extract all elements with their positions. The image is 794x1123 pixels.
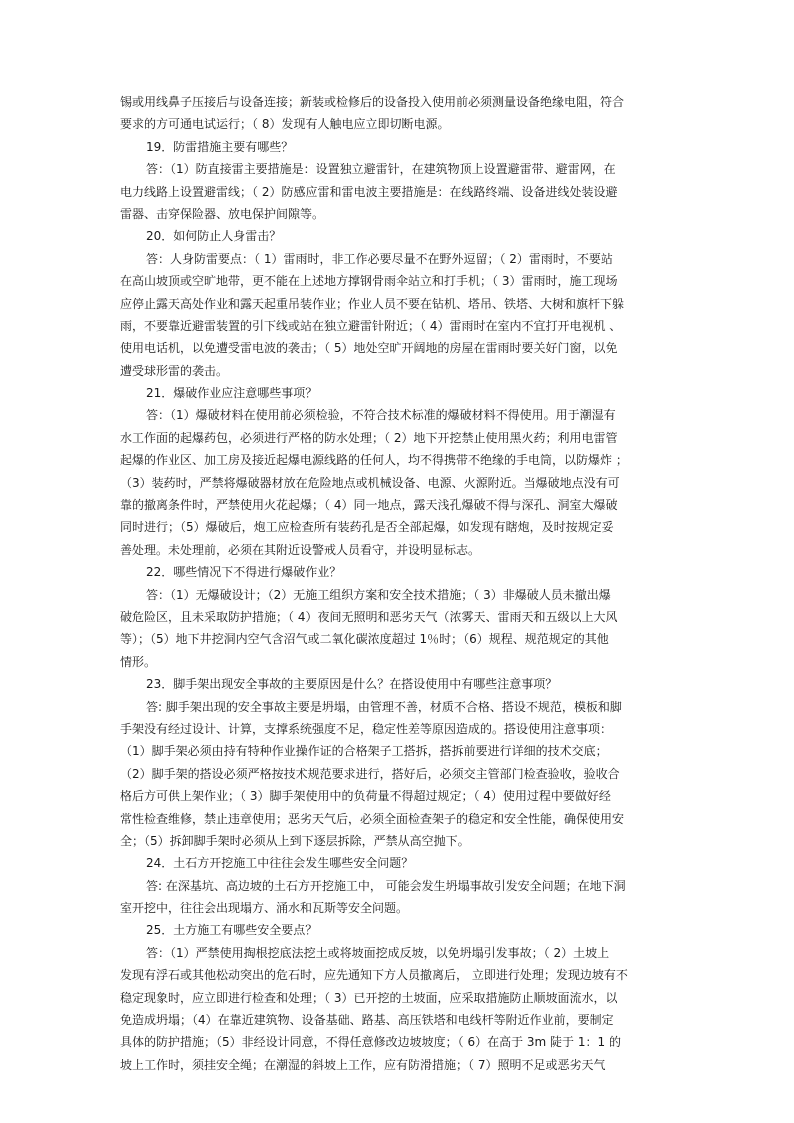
body-text-line: 要求的方可通电试运行；（ 8）发现有人触电应立即切断电源。 <box>120 117 450 132</box>
body-text-line: 稳定现象时，应立即进行检查和处理；（ 3）已开挖的土坡面，应采取措施防止顺坡面流水，以 <box>120 990 618 1005</box>
answer-text-line: 答：（1）防直接雷主要措施是：设置独立避雷针，在建筑物顶上设置避雷带、避雷网，在 <box>146 162 616 177</box>
body-text-line: 手架没有经过设计、计算，支撑系统强度不足，稳定性差等原因造成的。搭设使用注意事项： <box>120 721 613 736</box>
question-heading-20: 20．如何防止人身雷击？ <box>146 229 282 244</box>
body-text-line: 水工作面的起爆药包，必须进行严格的防水处理；（ 2）地下开挖禁止使用黑火药；利用电雷管 <box>120 430 618 445</box>
body-text-line: （2）脚手架的搭设必须严格按技术规范要求进行，搭好后，必须交主管部门检查验收，验收合 <box>120 766 620 781</box>
body-text-line: 使用电话机，以免遭受雷电波的袭击；（ 5）地处空旷开阔地的房屋在雷雨时要关好门窗，以免 <box>120 341 618 356</box>
body-text-line: 雨，不要靠近避雷装置的引下线或站在独立避雷针附近；（ 4）雷雨时在室内不宜打开电视机 、 <box>120 318 622 333</box>
body-text-line: 全；（5）拆卸脚手架时必须从上到下逐层拆除，严禁从高空抛下。 <box>120 833 470 848</box>
body-text-line: 格后方可供上架作业；（ 3）脚手架使用中的负荷量不得超过规定；（ 4）使用过程中要做好经 <box>120 789 611 804</box>
answer-text-line: 答: 脚手架出现的安全事故主要是坍塌，由管理不善，材质不合格、搭设不规范，模板和脚 <box>146 699 622 714</box>
body-text-line: 常性检查维修，禁止违章使用；恶劣天气后，必须全面检查架子的稳定和安全性能，确保使用安 <box>120 811 625 826</box>
document-page <box>120 91 675 1076</box>
answer-text-line: 答：（1）爆破材料在使用前必须检验，不符合技术标准的爆破材料不得使用。用于潮湿有 <box>146 408 616 423</box>
body-text-line: 靠的撤离条件时，严禁使用火花起爆；（ 4）同一地点，露天浅孔爆破不得与深孔、洞室大爆破 <box>120 498 618 513</box>
body-text-line: （1）脚手架必须由持有特种作业操作证的合格架子工搭拆，搭拆前要进行详细的技术交底； <box>120 744 608 759</box>
answer-text-line: 答：（1）无爆破设计；（2）无施工组织方案和安全技术措施；（ 3）非爆破人员未撤出爆 <box>146 587 611 602</box>
question-heading-24: 24．土石方开挖施工中往往会发生哪些安全问题？ <box>146 856 414 871</box>
body-text-line: 具体的防护措施；（5）非经设计同意，不得任意修改边坡坡度；（ 6）在高于 3m 陡于 1：1 的 <box>120 1035 621 1050</box>
body-text-line: 等）；（5）地下井挖洞内空气含沼气或二氧化碳浓度超过 1％时；（6）规程、规范规定的其他 <box>120 632 609 647</box>
answer-text-line: 答：（1）严禁使用掏根挖底法挖土或将坡面挖成反坡，以免坍塌引发事故；（ 2）土坡上 <box>146 945 610 960</box>
body-text-line: 善处理。未处理前，必须在其附近设警戒人员看守，并设明显标志。 <box>120 542 481 557</box>
body-text-line: 室开挖中，往往会出现塌方、涌水和瓦斯等安全问题。 <box>120 901 409 916</box>
body-text-line: 遭受球形雷的袭击。 <box>120 363 229 378</box>
question-heading-22: 22．哪些情况下不得进行爆破作业？ <box>146 565 342 580</box>
body-text-line: 应停止露天高处作业和露天起重吊装作业；作业人员不要在钻机、塔吊、铁塔、大树和旗杆下躲 <box>120 296 625 311</box>
question-heading-19: 19．防雷措施主要有哪些？ <box>146 139 294 154</box>
body-text-line: 破危险区，且未采取防护措施；（ 4）夜间无照明和恶劣天气（浓雾天、雷雨天和五级以上大风 <box>120 609 618 624</box>
answer-text-line: 答: 在深基坑、高边坡的土石方开挖施工中， 可能会发生坍塌事故引发安全问题；在地下洞 <box>146 878 626 893</box>
question-heading-25: 25．土方施工有哪些安全要点？ <box>146 923 318 938</box>
body-text-line: 在高山坡顶或空旷地带，更不能在上述地方撑钢骨雨伞站立和打手机；（ 3）雷雨时，施工现场 <box>120 274 618 289</box>
answer-text-line: 答：人身防雷要点：（ 1）雷雨时，非工作必要尽量不在野外逗留；（ 2）雷雨时，不要站 <box>146 251 613 266</box>
body-text-line: 雷器、击穿保险器、放电保护间隙等。 <box>120 206 325 221</box>
body-text-line: 坡上工作时，须挂安全绳；在潮湿的斜坡上工作，应有防滑措施；（ 7）照明不足或恶劣天气 <box>120 1057 606 1072</box>
body-text-line: 锡或用线鼻子压接后与设备连接；新装或检修后的设备投入使用前必须测量设备绝缘电阻，符合 <box>120 95 625 109</box>
body-text-line: 电力线路上设置避雷线；（ 2）防感应雷和雷电波主要措施是：在线路终端、设备进线处装设避 <box>120 184 618 199</box>
body-text-line: 情形。 <box>120 654 157 669</box>
body-text-line: 起爆的作业区、加工房及接近起爆电源线路的任何人，均不得携带不绝缘的手电筒，以防爆炸 ； <box>120 453 628 468</box>
question-heading-23: 23．脚手架出现安全事故的主要原因是什么？在搭设使用中有哪些注意事项？ <box>146 677 558 692</box>
question-heading-21: 21．爆破作业应注意哪些事项？ <box>146 386 318 401</box>
body-text-line: 同时进行；（5）爆破后，炮工应检查所有装药孔是否全部起爆，如发现有瞎炮，及时按规定妥 <box>120 520 614 535</box>
body-text-line: （3）装药时，严禁将爆破器材放在危险地点或机械设备、电源、火源附近。当爆破地点没有可 <box>120 475 620 490</box>
body-text-line: 免造成坍塌；（4）在靠近建筑物、设备基础、路基、高压铁塔和电线杆等附近作业前，要制定 <box>120 1013 614 1028</box>
body-text-line: 发现有浮石或其他松动突出的危石时，应先通知下方人员撤离后， 立即进行处理；发现边坡有不 <box>120 968 628 983</box>
